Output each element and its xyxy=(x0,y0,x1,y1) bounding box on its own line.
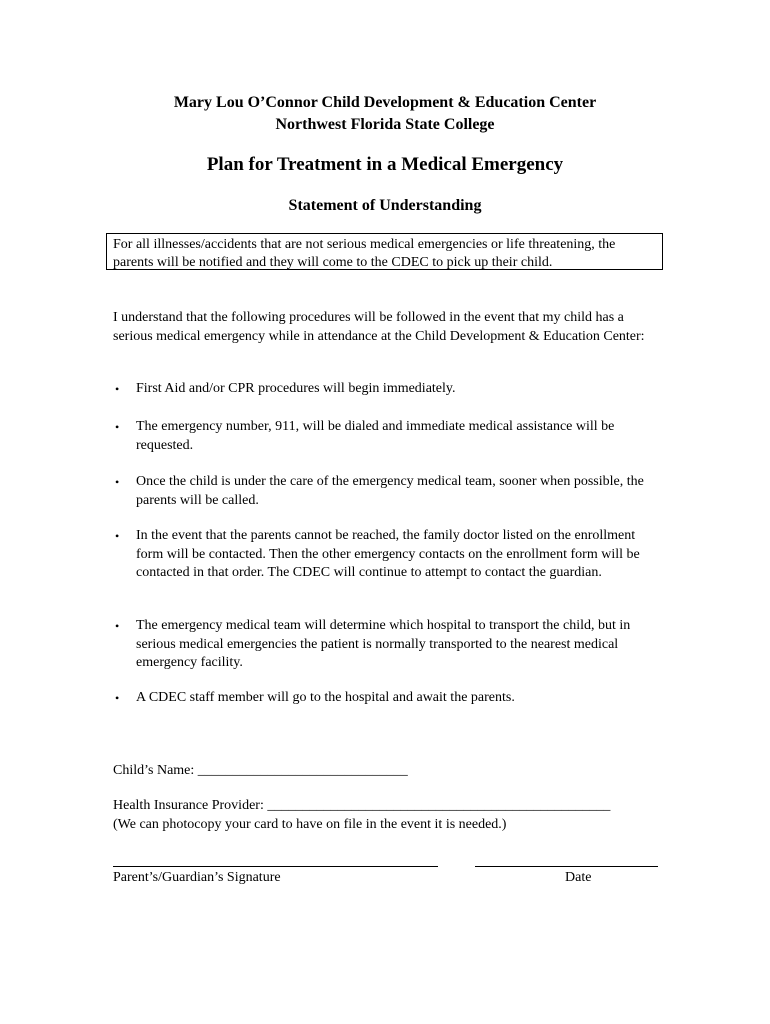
signature-label: Parent’s/Guardian’s Signature xyxy=(113,870,281,885)
list-item xyxy=(113,617,658,673)
bullet-icon: • xyxy=(115,382,120,396)
org-name: Mary Lou O’Connor Child Development & Education Center xyxy=(173,94,597,111)
document-title: Plan for Treatment in a Medical Emergency xyxy=(206,154,564,175)
signature-line[interactable] xyxy=(113,866,438,867)
list-item xyxy=(113,527,658,583)
list-item xyxy=(113,380,658,399)
insurance-provider-field[interactable]: Health Insurance Provider: _________________________________________________ xyxy=(113,798,611,813)
list-item xyxy=(113,473,658,510)
college-name: Northwest Florida State College xyxy=(275,116,495,133)
list-item xyxy=(113,418,658,455)
list-item-text: The emergency medical team will determine which hospital to transport the child, but in serious medical emergencies the patient is normally transported to the nearest medical emergency facility. xyxy=(136,618,631,670)
list-item-text: The emergency number, 911, will be dialed and immediate medical assistance will be requested. xyxy=(136,419,615,453)
insurance-note: (We can photocopy your card to have on file in the event it is needed.) xyxy=(113,817,507,832)
bullet-icon: • xyxy=(115,420,120,434)
list-item-text: In the event that the parents cannot be reached, the family doctor listed on the enrollment form will be contacted. Then the other emergency contacts on the enrollment form will be contacted in that order. The CDEC will continue to attempt to contact the guardian. xyxy=(136,528,640,580)
notice-box: For all illnesses/accidents that are not serious medical emergencies or life threatening, the parents will be notified and they will come to the CDEC to pick up their child. xyxy=(106,233,663,270)
list-item-text: A CDEC staff member will go to the hospital and await the parents. xyxy=(136,690,515,705)
date-label: Date xyxy=(565,870,592,885)
bullet-icon: • xyxy=(115,691,120,705)
bullet-icon: • xyxy=(115,619,120,633)
child-name-field[interactable]: Child’s Name: ______________________________ xyxy=(113,763,408,778)
bullet-icon: • xyxy=(115,529,120,543)
list-item-text: Once the child is under the care of the emergency medical team, sooner when possible, the parents will be called. xyxy=(136,474,644,508)
document-subtitle: Statement of Understanding xyxy=(288,197,482,214)
date-line[interactable] xyxy=(475,866,658,867)
intro-paragraph: I understand that the following procedures will be followed in the event that my child has a serious medical emergency while in attendance at the Child Development & Education Center: xyxy=(113,310,645,344)
list-item-text: First Aid and/or CPR procedures will begin immediately. xyxy=(136,381,456,396)
list-item xyxy=(113,689,658,708)
bullet-icon: • xyxy=(115,475,120,489)
